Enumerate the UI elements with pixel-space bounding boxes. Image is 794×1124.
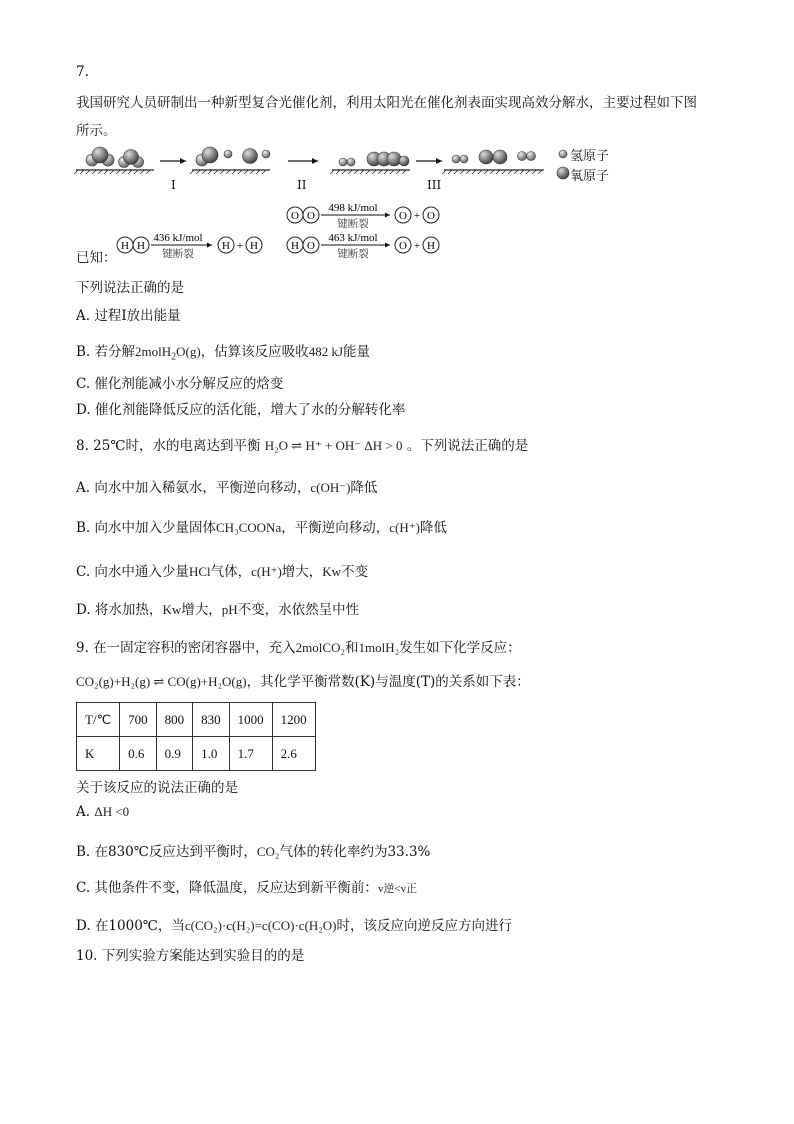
q9-stem: 9. 在一固定容积的密闭容器中，充入2molCO₂和1molH₂发生如下化学反应： [76,640,521,656]
q9-prompt: 关于该反应的说法正确的是 [76,780,238,796]
bond-oo-right-1: O [399,210,407,222]
q7-stem-line1: 我国研究人员研制出一种新型复合光催化剂，利用太阳光在催化剂表面实现高效分解水，主要过程如下图 [76,95,697,111]
bond-ho-right-2: H [427,240,435,252]
k-temperature-table [76,702,316,771]
bond-hh-note: 键断裂 [162,249,194,260]
bond-ho [286,230,446,262]
known-label: 已知： [76,250,117,266]
svg-text:+: + [236,240,244,252]
q7-number: 7. [76,64,89,80]
bond-hh-energy: 436 kJ/mol [153,232,203,244]
bond-oo-left-2: O [307,210,315,222]
svg-text:+: + [413,240,421,252]
table-cell: 0.6 [120,737,157,771]
catalyst-surface-1 [74,170,154,174]
q9-equation: CO₂(g)+H₂(g) ⇌ CO(g)+H₂O(g)，其化学平衡常数(K)与温度(T)的关系如下表： [76,674,530,690]
table-row [77,737,316,771]
q7-option-b: B. 若分解2molH$_2$O(g)，估算该反应吸收482 kJ能量 [76,344,370,363]
table-cell: 830 [193,703,230,737]
q7-option-a: A. 过程I放出能量 [76,308,181,324]
catalyst-surface-3 [330,170,410,174]
table-cell: 1.7 [229,737,272,771]
bond-hh-right-1: H [222,240,230,252]
table-cell: 1000 [229,703,272,737]
bond-ho-left-1: H [291,240,299,252]
catalyst-surface-2 [190,170,270,174]
svg-text:+: + [413,210,421,222]
bond-hh-left-1: H [121,240,129,252]
legend-hydrogen: 氢原子 [570,149,610,164]
q10-stem: 10. 下列实验方案能达到实验目的的是 [76,948,305,964]
table-cell: 0.9 [156,737,193,771]
bond-oo-right-2: O [427,210,435,222]
oxygen-legend-icon [557,167,569,179]
table-cell: 800 [156,703,193,737]
bond-ho-left-2: O [307,240,315,252]
bond-hh-left-2: H [137,240,145,252]
q7-prompt: 下列说法正确的是 [76,280,184,296]
q7-option-d: D. 催化剂能降低反应的活化能，增大了水的分解转化率 [76,402,406,418]
table-cell: T/℃ [77,703,120,737]
q8-stem: 8. 25℃时，水的电离达到平衡 H₂O ⇌ H⁺ + OH⁻ ΔH > 0 。下列说法正确的是 [76,438,529,454]
bond-hh [116,230,276,262]
bond-oo-left-1: O [291,210,299,222]
table-cell: 1200 [272,703,315,737]
bond-ho-right-1: O [399,240,407,252]
q8-option-a: A. 向水中加入稀氨水，平衡逆向移动，c(OH⁻)降低 [76,480,378,496]
stage-label-2: II [297,178,307,192]
table-cell: K [77,737,120,771]
q8-option-d: D. 将水加热，Kw增大，pH不变，水依然呈中性 [76,602,360,618]
table-cell: 1.0 [193,737,230,771]
legend-oxygen: 氧原子 [570,169,610,184]
q9-option-d: D. 在1000℃，当c(CO₂)·c(H₂)=c(CO)·c(H₂O)时，该反应向逆反应方向进行 [76,918,512,934]
q7-stem-line2: 所示。 [76,123,117,139]
bond-ho-note: 键断裂 [337,249,369,260]
hydrogen-legend-icon [559,150,567,158]
q8-option-c: C. 向水中通入少量HCl气体，c(H⁺)增大，Kw不变 [76,564,369,580]
q9-option-c: C. 其他条件不变，降低温度，反应达到新平衡前：v逆<v正 [76,880,418,896]
table-row [77,703,316,737]
stage-label-1: I [171,178,176,192]
bond-hh-right-2: H [250,240,258,252]
q9-option-b: B. 在830℃反应达到平衡时，CO₂气体的转化率约为33.3% [76,844,431,860]
bond-oo [286,200,446,232]
bond-oo-energy: 498 kJ/mol [328,202,378,214]
bond-oo-note: 键断裂 [337,219,369,230]
stage-label-3: III [427,178,442,192]
catalyst-surface-4 [442,170,544,174]
q7-option-c: C. 催化剂能减小水分解反应的焓变 [76,376,284,392]
q8-option-b: B. 向水中加入少量固体CH₃COONa，平衡逆向移动，c(H⁺)降低 [76,520,447,536]
bond-ho-energy: 463 kJ/mol [328,232,378,244]
q9-option-a: A. ΔH <0 [76,804,130,820]
table-cell: 700 [120,703,157,737]
table-cell: 2.6 [272,737,315,771]
